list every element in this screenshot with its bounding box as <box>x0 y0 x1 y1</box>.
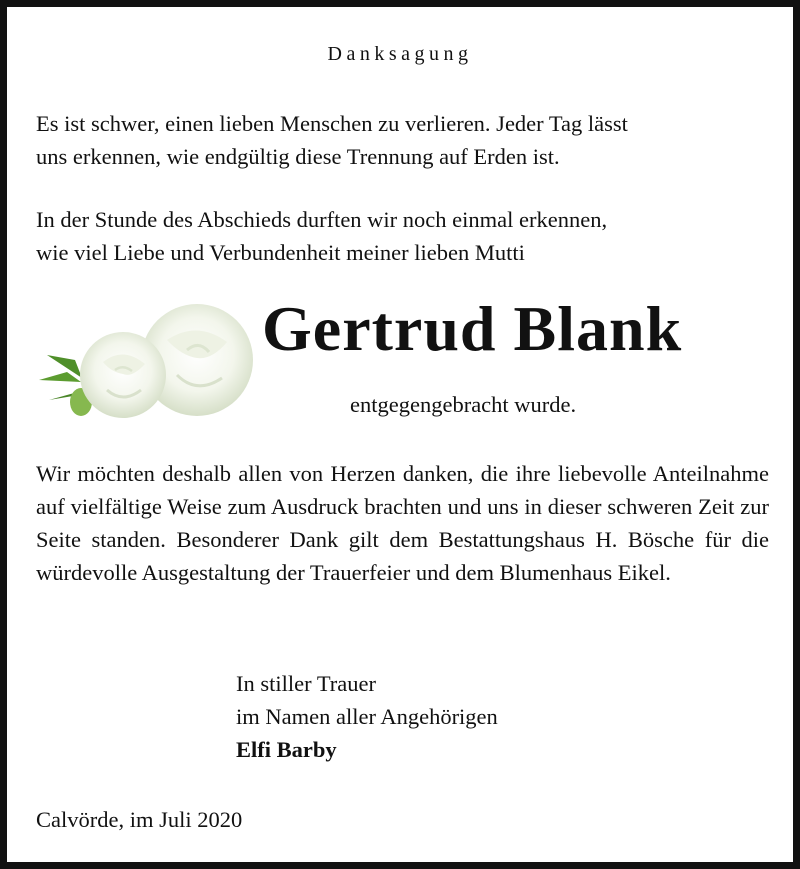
deceased-name: Gertrud Blank <box>262 293 683 364</box>
white-roses-icon <box>37 300 262 424</box>
farewell-line-2: wie viel Liebe und Verbundenheit meiner lieben Mutti <box>36 240 525 265</box>
intro-paragraph <box>36 107 769 173</box>
intro-line-2: uns erkennen, wie endgültig diese Trennung auf Erden ist. <box>36 144 560 169</box>
notice-title: Danksagung <box>327 43 473 65</box>
closing-block <box>236 667 498 766</box>
closing-line-1: In stiller Trauer <box>236 671 376 696</box>
after-name-text: entgegengebracht wurde. <box>350 392 577 417</box>
farewell-paragraph <box>36 203 769 269</box>
signer-name: Elfi Barby <box>236 737 337 762</box>
place-date: Calvörde, im Juli 2020 <box>36 807 243 832</box>
farewell-line-1: In der Stunde des Abschieds durften wir noch einmal erkennen, <box>36 207 608 232</box>
intro-line-1: Es ist schwer, einen lieben Menschen zu verlieren. Jeder Tag lässt <box>36 111 628 136</box>
closing-line-2: im Namen aller Angehörigen <box>236 704 498 729</box>
thanks-paragraph: Wir möchten deshalb allen von Herzen danken, die ihre liebevolle Anteilnahme auf vielfältige Weise zum Ausdruck brachten und uns in dieser schweren Zeit zur Seite standen. Besonderer Dank gilt dem Bestattungshaus H. Bösche für die würdevolle Ausgestaltung der Trauerfeier und dem Blumenhaus Eikel. <box>36 461 769 585</box>
